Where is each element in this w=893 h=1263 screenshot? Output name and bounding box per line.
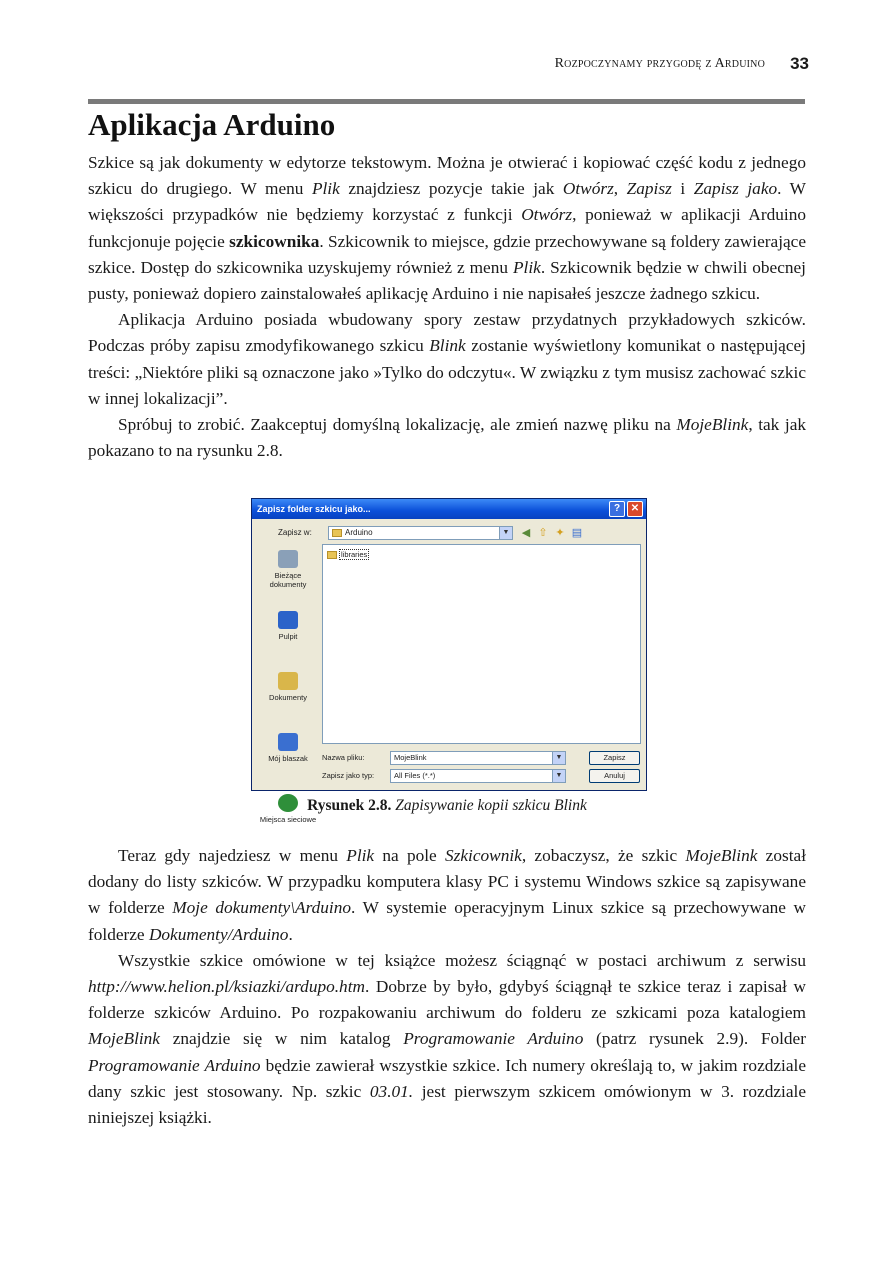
section-title: Aplikacja Arduino: [88, 107, 336, 142]
close-button[interactable]: ✕: [627, 501, 643, 517]
folder-item-libraries[interactable]: libraries: [327, 549, 369, 560]
save-button[interactable]: Zapisz: [589, 751, 640, 765]
save-in-dropdown[interactable]: [328, 526, 513, 540]
running-head: [555, 56, 765, 72]
body-text-top: [88, 150, 806, 464]
my-computer-icon: [278, 733, 298, 751]
paragraph-5: Wszystkie szkice omówione w tej książce możesz ściągnąć w postaci archiwum z serwisu http://www.helion.pl/ksiazki/ardupo.htm. Dobrze by było, gdybyś ściągnął te szkice teraz i zapisał w folderze szkiców Arduino. Po rozpakowaniu archiwum do folderu ze szkicami poza katalogiem MojeBlink znajdzie się w nim katalog Programowanie Arduino (patrz rysunek 2.9). Folder Programowanie Arduino będzie zawierał wszystkie szkice. Ich numery określają to, w jakim rozdziale dany szkic jest stosowany. Np. szkic 03.01. jest pierwszym szkicem omówionym w 3. rozdziale niniejszej książki.: [88, 950, 806, 1128]
desktop-icon: [278, 611, 298, 629]
filetype-select[interactable]: All Files (*.*) ▼: [390, 769, 566, 783]
folder-icon: [327, 551, 337, 559]
dialog-toolbar: [520, 526, 583, 540]
place-documents[interactable]: Dokumenty: [257, 672, 319, 727]
folder-icon: [332, 529, 342, 537]
caption-text: Zapisywanie kopii szkicu Blink: [391, 797, 587, 814]
paragraph-3: Spróbuj to zrobić. Zaakceptuj domyślną lokalizację, ale zmień nazwę pliku na MojeBlink, tak jak pokazano to na rysunku 2.8.: [88, 415, 807, 461]
place-desktop[interactable]: Pulpit: [257, 611, 319, 666]
filename-label: Nazwa pliku:: [322, 753, 365, 762]
place-my-computer[interactable]: Mój blaszak: [257, 733, 319, 788]
place-network[interactable]: Miejsca sieciowe: [257, 794, 319, 849]
header-rule: [88, 99, 805, 104]
filetype-label: Zapisz jako typ:: [322, 771, 375, 780]
paragraph-2: Aplikacja Arduino posiada wbudowany spory zestaw przydatnych przykładowych szkiców. Podczas próby zapisu zmodyfikowanego szkicu Blink zostanie wyświetlony komunikat o następującej treści: „Niektóre pliki są oznaczone jako »Tylko do odczytu«. W związku z tym musisz zachować szkic w innej lokalizacji”.: [88, 310, 806, 408]
save-in-value: Arduino: [345, 528, 373, 537]
up-folder-icon[interactable]: ⇧: [538, 527, 548, 539]
documents-icon: [278, 672, 298, 690]
running-title: Rozpoczynamy przygodę z Arduino: [554, 56, 765, 71]
body-text-bottom: [88, 843, 806, 1131]
paragraph-1: Szkice są jak dokumenty w edytorze tekstowym. Można je otwierać i kopiować część kodu z jednego szkicu do drugiego. W menu Plik znajdziesz pozycje takie jak Otwórz, Zapisz i Zapisz jako. W większości przypadków nie będziemy korzystać z funkcji Otwórz, ponieważ w aplikacji Arduino funkcjonuje pojęcie szkicownika. Szkicownik to miejsce, gdzie przechowywane są foldery zawierające szkice. Dostęp do szkicownika uzyskujemy również z menu Plik. Szkicownik będzie w chwili obecnej pusty, ponieważ dopiero zainstalowałeś aplikację Arduino i nie napisałeś jeszcze żadnego szkicu.: [88, 153, 807, 304]
cancel-button[interactable]: Anuluj: [589, 769, 640, 783]
recent-documents-icon: [278, 550, 298, 568]
place-recent[interactable]: Bieżące dokumenty: [257, 550, 319, 605]
back-icon[interactable]: ◀: [521, 527, 531, 539]
save-in-label: Zapisz w:: [278, 528, 312, 537]
chevron-down-icon[interactable]: ▼: [552, 770, 565, 782]
chevron-down-icon[interactable]: ▼: [499, 527, 512, 539]
chevron-down-icon[interactable]: ▼: [552, 752, 565, 764]
page-number: 33: [790, 54, 809, 73]
save-in-row: [258, 526, 642, 540]
paragraph-4: Teraz gdy najedziesz w menu Plik na pole Szkicownik, zobaczysz, że szkic MojeBlink został dodany do listy szkiców. W przypadku komputera klasy PC i systemu Windows szkice są zapisywane w folderze Moje dokumenty\Arduino. W systemie operacyjnym Linux szkice są przechowywane w folderze Dokumenty/Arduino.: [88, 846, 807, 944]
dialog-title: Zapisz folder szkicu jako...: [257, 504, 371, 514]
new-folder-icon[interactable]: ✦: [555, 527, 565, 539]
dialog-titlebar: [252, 499, 646, 519]
archive-url: http://www.helion.pl/ksiazki/ardupo.htm: [88, 977, 365, 997]
file-list[interactable]: [322, 544, 641, 744]
view-menu-icon[interactable]: ▤: [571, 527, 583, 539]
caption-label: Rysunek 2.8.: [307, 797, 392, 814]
help-button[interactable]: ?: [609, 501, 625, 517]
figure-caption: [88, 797, 806, 815]
filename-input[interactable]: MojeBlink ▼: [390, 751, 566, 765]
